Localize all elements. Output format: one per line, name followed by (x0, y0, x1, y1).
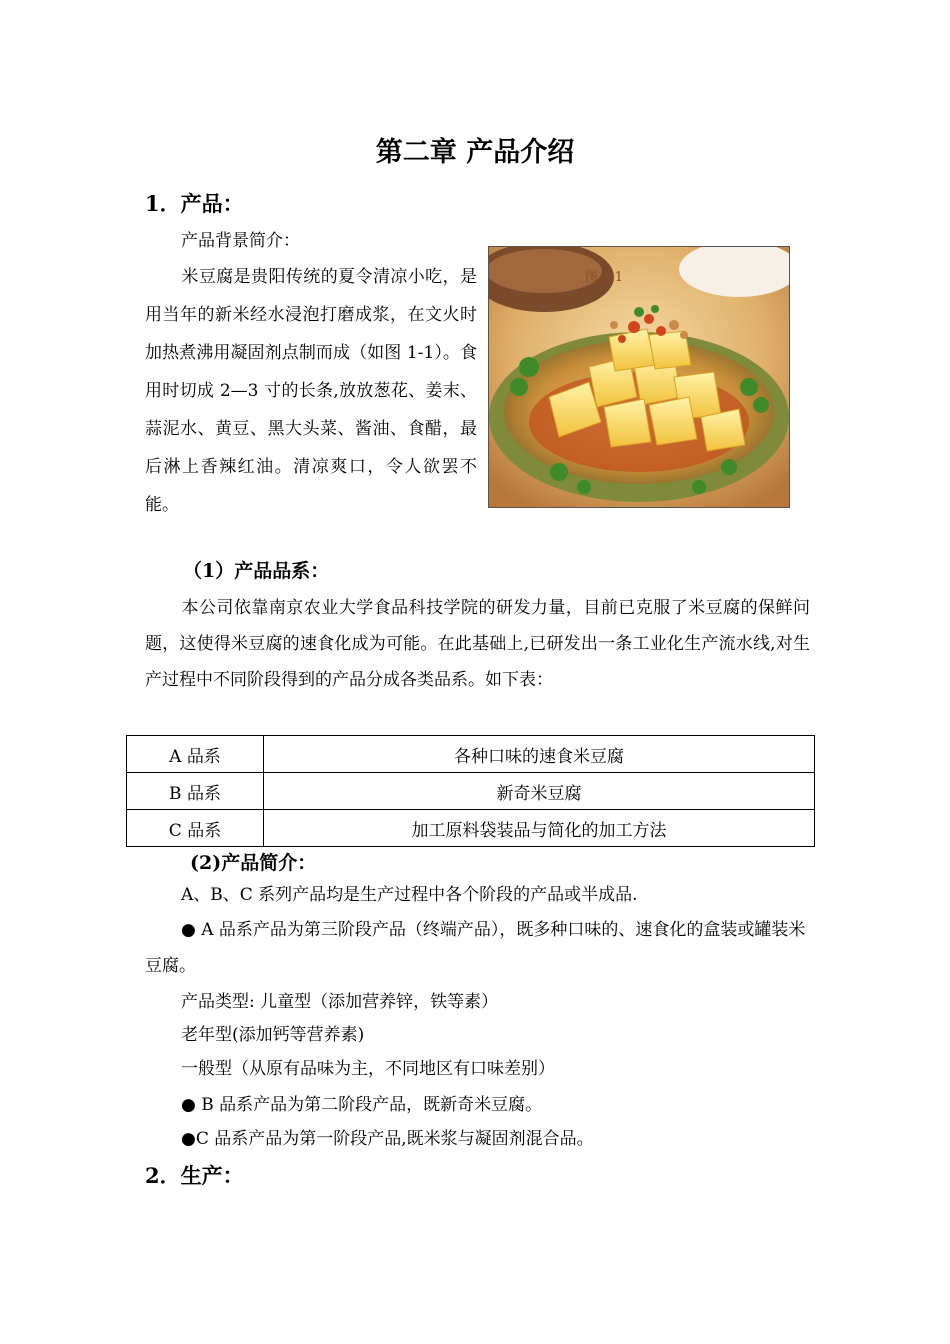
table-row (127, 810, 815, 847)
section-heading-product: 1．产品： (145, 191, 244, 216)
figure-caption: 图 1-1 (585, 270, 624, 285)
series-name-cell: A 品系 (127, 736, 264, 773)
table-row (127, 773, 815, 810)
series-text: 本公司依靠南京农业大学食品科技学院的研发力量，目前已克服了米豆腐的保鲜问题，这使得米豆腐的速食化成为可能。在此基础上,已研发出一条工业化生产流水线,对生产过程中不同阶段得到的产品分成各类品系。如下表： (145, 598, 810, 690)
chapter-title: 第二章 产品介绍 (375, 137, 575, 168)
series-desc-cell: 新奇米豆腐 (264, 773, 815, 810)
rice-tofu-photo (488, 246, 790, 508)
series-desc-cell: 加工原料袋装品与简化的加工方法 (264, 810, 815, 847)
product-type-elder: 老年型(添加钙等营养素) (181, 1025, 365, 1045)
background-text: 米豆腐是贵阳传统的夏令清凉小吃，是用当年的新米经水浸泡打磨成浆，在文火时加热煮沸用凝固剂点制而成（如图 1-1）。食用时切成 2—3 寸的长条,放放葱花、姜末、蒜泥水、黄豆、黑大头菜、酱油、食醋，最后淋上香辣红油。清凉爽口，令人欲罢不能。 (145, 267, 477, 515)
bullet-a-paragraph (145, 912, 810, 984)
series-paragraph (145, 590, 810, 698)
bullet-c-text: ●C 品系产品为第一阶段产品,既米浆与凝固剂混合品。 (181, 1129, 594, 1149)
rice-tofu-illustration (489, 247, 790, 508)
series-name-cell: C 品系 (127, 810, 264, 847)
bullet-a-text: ● A 品系产品为第三阶段产品（终端产品），既多种口味的、速食化的盒装或罐装米豆腐。 (145, 920, 806, 976)
bullet-b-text: ● B 品系产品为第二阶段产品，既新奇米豆腐。 (181, 1095, 543, 1115)
product-series-table (126, 735, 815, 847)
background-heading: 产品背景简介： (181, 231, 300, 251)
series-name-cell: B 品系 (127, 773, 264, 810)
product-type-line: 产品类型: 儿童型（添加营养锌，铁等素） (181, 992, 499, 1012)
intro-line: A、B、C 系列产品均是生产过程中各个阶段的产品或半成品. (181, 885, 638, 905)
background-paragraph (145, 258, 477, 524)
series-desc-cell: 各种口味的速食米豆腐 (264, 736, 815, 773)
product-type-general: 一般型（从原有品味为主，不同地区有口味差别） (181, 1059, 555, 1079)
subheading-product-intro: (2)产品简介： (190, 852, 317, 874)
table-row (127, 736, 815, 773)
subheading-product-series: （1）产品品系： (183, 560, 330, 582)
section-heading-production: 2．生产： (145, 1163, 244, 1188)
